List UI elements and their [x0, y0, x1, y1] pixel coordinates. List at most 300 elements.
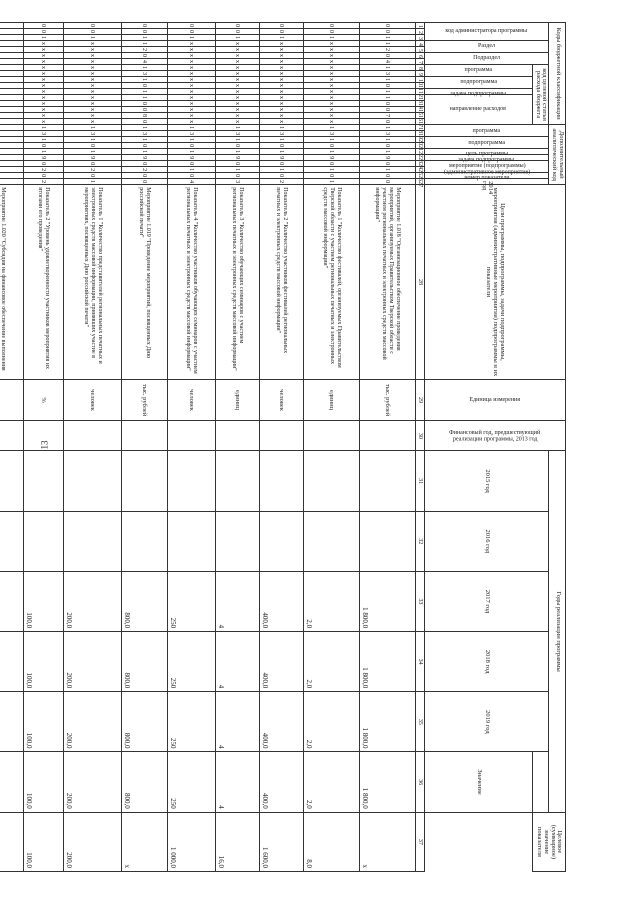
target-cell: 8,0	[303, 812, 359, 871]
column-number: 19	[415, 131, 424, 137]
code-cell: х	[259, 71, 303, 77]
year-2017-cell: 800,0	[121, 632, 167, 692]
code-cell: х	[23, 41, 63, 47]
code-cell: 0	[303, 173, 359, 179]
code-cell: 1	[359, 35, 415, 41]
code-cell: 1	[215, 137, 259, 143]
code-cell: 1	[215, 125, 259, 131]
code-cell: х	[259, 41, 303, 47]
code-cell: 8	[121, 113, 167, 119]
year-2016-cell: 100,0	[23, 571, 63, 631]
code-cell: 0	[359, 143, 415, 149]
add-code-group-header: Дополнительный аналитический код	[549, 125, 566, 185]
year-2016-cell: 400,0	[259, 571, 303, 631]
code-cell: 1	[359, 89, 415, 95]
year-2016-header: 2016 год	[424, 511, 549, 571]
year-2014-cell	[0, 451, 23, 511]
code-cell: 2	[121, 47, 167, 53]
years-group-header: Годы реализации программы	[549, 451, 566, 812]
year-2014-cell	[23, 451, 63, 511]
table-row	[359, 23, 415, 872]
code-cell: х	[259, 101, 303, 107]
column-number: 9	[415, 71, 424, 77]
column-number: 36	[415, 752, 424, 812]
code-cell: 0	[121, 23, 167, 29]
code-cell: х	[303, 47, 359, 53]
year-2014-cell	[303, 451, 359, 511]
code-cell: 0	[23, 29, 63, 35]
code-cell: 2	[63, 167, 121, 173]
code-cell: х	[23, 53, 63, 59]
code-cell: х	[215, 65, 259, 71]
code-cell: 0	[215, 143, 259, 149]
unit-cell: единиц	[215, 379, 259, 421]
code-cell: х	[167, 119, 215, 125]
column-number: 21	[415, 143, 424, 149]
code-cell: 1	[121, 77, 167, 83]
column-number: 13	[415, 95, 424, 101]
year-2019-cell: 250	[167, 752, 215, 812]
code-cell: 0	[359, 161, 415, 167]
code-cell: х	[167, 41, 215, 47]
column-number: 12	[415, 89, 424, 95]
table-row	[121, 23, 167, 872]
target-cell: 200,0	[63, 812, 121, 871]
year-2017-cell: 1 800,0	[359, 632, 415, 692]
code-cell: 2	[359, 47, 415, 53]
year-2017-cell: 4	[215, 632, 259, 692]
code-cell: 3	[63, 131, 121, 137]
column-number: 23	[415, 155, 424, 161]
year-2015-header: 2015 год	[424, 451, 549, 511]
code-cell: 1	[259, 35, 303, 41]
code-cell: х	[63, 65, 121, 71]
unit-cell: человек	[259, 379, 303, 421]
year-2017-cell: 100,0	[23, 632, 63, 692]
fin-year-cell	[303, 421, 359, 451]
code-cell: х	[167, 83, 215, 89]
table-row	[303, 23, 359, 872]
code-cell: 4	[121, 59, 167, 65]
rotated-page	[0, 22, 566, 872]
column-number: 8	[415, 65, 424, 71]
code-cell: 0	[63, 161, 121, 167]
year-2018-cell: 2,0	[303, 692, 359, 752]
column-number: 15	[415, 107, 424, 113]
column-number: 34	[415, 632, 424, 692]
column-number: 28	[415, 185, 424, 380]
code-cell: 1	[121, 125, 167, 131]
code-cell: 2	[23, 179, 63, 185]
code-cell: х	[215, 95, 259, 101]
column-number: 10	[415, 77, 424, 83]
fin-year-cell	[215, 421, 259, 451]
code-cell: 0	[359, 179, 415, 185]
code-cell: 3	[121, 131, 167, 137]
code-cell: 0	[121, 101, 167, 107]
code-cell: 4	[167, 179, 215, 185]
name-cell: Показатель 1 "Количество представителей региональных печатных и электронных средств массовой информации, принявших участие в мероприятиях, посвященных Дню российской печати"	[63, 185, 121, 380]
code-cell: х	[215, 71, 259, 77]
code-cell: х	[167, 89, 215, 95]
code-cell: 0	[359, 29, 415, 35]
column-number: 14	[415, 101, 424, 107]
fin-year-cell	[23, 421, 63, 451]
code-cell: х	[259, 83, 303, 89]
code-cell: 0	[121, 173, 167, 179]
year-2018-cell: 250	[167, 692, 215, 752]
code-cell: 0	[23, 173, 63, 179]
column-number: 22	[415, 149, 424, 155]
code-cell: 0	[359, 83, 415, 89]
code-cell: 1	[63, 179, 121, 185]
code-cell: х	[215, 77, 259, 83]
fin-year-cell	[167, 421, 215, 451]
year-2014-cell	[259, 451, 303, 511]
year-2016-cell: 200,0	[63, 571, 121, 631]
target-value-header: Значение	[424, 752, 532, 812]
code-cell: 1	[121, 89, 167, 95]
razdel-header: Раздел	[424, 41, 549, 53]
code-cell: 1	[303, 137, 359, 143]
code-cell: 0	[359, 173, 415, 179]
code-cell: х	[303, 113, 359, 119]
year-2016-cell: 250	[167, 571, 215, 631]
code-cell: 1	[23, 137, 63, 143]
code-cell: х	[303, 107, 359, 113]
code-cell: х	[259, 47, 303, 53]
year-2014-cell	[121, 451, 167, 511]
target-cell: 1 000,0	[167, 812, 215, 871]
code-cell: 1	[167, 149, 215, 155]
column-number: 33	[415, 571, 424, 631]
unit-cell: человек	[167, 379, 215, 421]
cel-programmy-header: задача подпрограммы	[424, 89, 532, 95]
code-cell: х	[303, 71, 359, 77]
code-cell: 0	[23, 23, 63, 29]
name-cell: Мероприятие 1.020 "Субсидия на финансовое обеспечение выполнения	[0, 185, 23, 380]
code-cell: х	[167, 59, 215, 65]
code-cell: 3	[215, 131, 259, 137]
code-cell: х	[303, 119, 359, 125]
code-cell: х	[63, 83, 121, 89]
code-cell: 1	[23, 149, 63, 155]
year-2015-cell	[121, 511, 167, 571]
add-programma-header: программа	[424, 125, 549, 137]
year-2015-cell	[303, 511, 359, 571]
code-cell: 1	[303, 167, 359, 173]
code-cell: 2	[259, 179, 303, 185]
code-cell: 1	[359, 41, 415, 47]
code-cell: 0	[167, 161, 215, 167]
year-2018-cell: 1 800,0	[359, 692, 415, 752]
add-meropr-header: мероприятие (подпрограммы) (административное мероприятие)	[424, 161, 549, 173]
column-number: 25	[415, 167, 424, 173]
fin-year-cell	[359, 421, 415, 451]
add-podprogramma-header: подпрограмма	[424, 137, 549, 149]
fin-year-cell	[63, 421, 121, 451]
code-cell: х	[303, 89, 359, 95]
column-number: 6	[415, 53, 424, 59]
target-cell: 16,0	[215, 812, 259, 871]
fin-year-cell	[259, 421, 303, 451]
year-2016-cell: 800,0	[121, 571, 167, 631]
code-cell: 0	[259, 23, 303, 29]
code-cell: 1	[23, 35, 63, 41]
program-table	[0, 22, 566, 872]
code-cell: х	[63, 101, 121, 107]
code-cell: 1	[121, 65, 167, 71]
code-cell: 3	[303, 131, 359, 137]
year-2017-cell: 400,0	[259, 632, 303, 692]
year-2015-cell	[259, 511, 303, 571]
kbk-group-header: Коды бюджетной классификации	[549, 23, 566, 125]
code-cell: 0	[359, 53, 415, 59]
column-numbers-row	[415, 23, 424, 872]
code-cell: х	[23, 119, 63, 125]
year-2016-cell: 1 800,0	[359, 571, 415, 631]
code-cell: 1	[167, 167, 215, 173]
code-cell: 0	[215, 23, 259, 29]
code-cell: 1	[215, 167, 259, 173]
code-cell: х	[63, 107, 121, 113]
code-cell: 0	[303, 29, 359, 35]
code-cell: 2	[121, 167, 167, 173]
unit-cell: тыс. рублей	[121, 379, 167, 421]
column-number: 31	[415, 451, 424, 511]
year-2017-cell: 250	[167, 632, 215, 692]
code-cell: х	[167, 47, 215, 53]
year-2019-cell	[0, 752, 23, 812]
code-cell: х	[215, 101, 259, 107]
code-cell: 0	[167, 23, 215, 29]
year-2018-cell: 200,0	[63, 692, 121, 752]
code-cell: х	[23, 89, 63, 95]
year-2015-cell	[23, 511, 63, 571]
code-cell: 1	[121, 95, 167, 101]
code-cell: 0	[215, 161, 259, 167]
code-cell: 0	[359, 101, 415, 107]
year-2015-cell	[0, 511, 23, 571]
year-2016-cell: 2,0	[303, 571, 359, 631]
year-2016-cell	[0, 571, 23, 631]
code-cell: 1	[259, 167, 303, 173]
code-cell: х	[63, 41, 121, 47]
target-cell: 1 600,0	[259, 812, 303, 871]
code-cell: х	[63, 119, 121, 125]
code-cell: х	[259, 59, 303, 65]
fin-year-cell	[121, 421, 167, 451]
code-cell: х	[23, 95, 63, 101]
code-cell: 0	[23, 143, 63, 149]
code-cell: 0	[259, 161, 303, 167]
year-2014-cell	[359, 451, 415, 511]
unit-cell: человек	[63, 379, 121, 421]
code-cell: 9	[215, 155, 259, 161]
code-cell: х	[303, 65, 359, 71]
code-cell: х	[23, 71, 63, 77]
code-cell: 1	[121, 149, 167, 155]
code-cell: х	[215, 119, 259, 125]
year-2019-cell: 1 800,0	[359, 752, 415, 812]
unit-cell: единиц	[303, 379, 359, 421]
year-2017-header: 2017 год	[424, 571, 549, 631]
code-cell: х	[259, 53, 303, 59]
year-2014-cell	[215, 451, 259, 511]
napr-rashodov-header: направление расходов	[424, 95, 532, 125]
column-number: 16	[415, 113, 424, 119]
code-cell: х	[23, 77, 63, 83]
table-row	[167, 23, 215, 872]
year-2015-cell	[215, 511, 259, 571]
code-cell: х	[303, 53, 359, 59]
csr-group-header: код целевой статьи расхода бюджета	[532, 65, 549, 125]
code-cell: х	[63, 53, 121, 59]
table-row	[0, 23, 23, 872]
code-cell: 0	[121, 53, 167, 59]
code-cell: х	[259, 89, 303, 95]
code-cell: х	[303, 59, 359, 65]
code-cell: 1	[359, 77, 415, 83]
podprogramma-header: подпрограмма	[424, 77, 532, 89]
code-cell: 0	[259, 143, 303, 149]
code-cell: х	[167, 101, 215, 107]
code-cell: 1	[303, 35, 359, 41]
code-cell: х	[63, 89, 121, 95]
code-cell: 1	[121, 41, 167, 47]
year-2014-header: 2014 год	[424, 179, 549, 185]
code-cell: х	[167, 107, 215, 113]
code-cell: х	[167, 65, 215, 71]
code-cell: 9	[167, 155, 215, 161]
column-number: 27	[415, 179, 424, 185]
code-cell: 0	[259, 173, 303, 179]
code-cell: 1	[259, 149, 303, 155]
code-cell: 9	[303, 155, 359, 161]
name-cell: Показатель 4 "Количество участников обучающих семинаров с участием региональных печатных и электронных средств массовой информации"	[167, 185, 215, 380]
fin-year-header: Финансовый год, предшествующий реализации программы, 2013 год	[424, 421, 565, 451]
code-cell: 0	[121, 29, 167, 35]
year-2019-cell: 100,0	[23, 752, 63, 812]
year-2018-header: 2018 год	[424, 632, 549, 692]
code-cell: 4	[359, 59, 415, 65]
code-cell: х	[259, 113, 303, 119]
code-cell: х	[63, 95, 121, 101]
code-cell: 1	[359, 167, 415, 173]
column-number: 20	[415, 137, 424, 143]
code-cell: х	[303, 77, 359, 83]
name-cell: Мероприятие 1.019 "Проведение мероприятий, посвященных Дню российской печати"	[121, 185, 167, 380]
podrazdel-header: Подраздел	[424, 53, 549, 65]
unit-cell	[0, 379, 23, 421]
year-2018-cell: 400,0	[259, 692, 303, 752]
column-number: 4	[415, 41, 424, 47]
code-cell: 1	[215, 149, 259, 155]
code-cell: 1	[259, 137, 303, 143]
year-2017-cell: 200,0	[63, 632, 121, 692]
code-cell: х	[259, 107, 303, 113]
code-cell: 1	[303, 125, 359, 131]
code-cell: 0	[359, 23, 415, 29]
code-cell: х	[23, 101, 63, 107]
code-cell: х	[215, 89, 259, 95]
year-2017-cell: 2,0	[303, 632, 359, 692]
programma-header: программа	[424, 65, 532, 77]
name-cell: Показатель 3 "Количество обучающих семинаров с участием региональных печатных и электронных средств массовой информации"	[215, 185, 259, 380]
code-cell: 1	[63, 149, 121, 155]
code-cell: 1	[167, 35, 215, 41]
code-cell: 3	[23, 131, 63, 137]
add-zadacha-header: задача подпрограммы	[424, 155, 549, 161]
column-number: 18	[415, 125, 424, 131]
year-2015-cell	[63, 511, 121, 571]
target-cell: х	[121, 812, 167, 871]
code-cell: 9	[121, 155, 167, 161]
year-2015-cell	[359, 511, 415, 571]
code-cell: х	[167, 71, 215, 77]
code-cell: 1	[303, 149, 359, 155]
code-cell: 1	[303, 179, 359, 185]
name-cell: Показатель 1 "Количество фестивалей, организуемых Правительством Тверской области с участием региональных печатных и электронных средств массовой информации"	[303, 185, 359, 380]
code-cell: 2	[23, 167, 63, 173]
code-cell: 0	[121, 161, 167, 167]
code-cell: х	[167, 53, 215, 59]
column-number: 7	[415, 59, 424, 65]
year-2018-cell: 4	[215, 692, 259, 752]
code-cell: 0	[303, 143, 359, 149]
code-cell: 1	[259, 125, 303, 131]
code-cell: х	[303, 95, 359, 101]
add-nomer-header: номер показателя	[424, 173, 549, 179]
code-cell: 1	[63, 35, 121, 41]
code-cell: 0	[167, 173, 215, 179]
code-cell: х	[215, 53, 259, 59]
code-cell: 1	[359, 125, 415, 131]
code-cell: 3	[259, 131, 303, 137]
code-cell: 1	[167, 125, 215, 131]
year-2019-header: 2019 год	[424, 692, 549, 752]
code-cell: х	[23, 59, 63, 65]
code-cell: 1	[23, 125, 63, 131]
code-cell: х	[259, 95, 303, 101]
code-cell: 0	[359, 119, 415, 125]
year-2019-cell: 2,0	[303, 752, 359, 812]
code-cell: х	[259, 77, 303, 83]
code-cell: 0	[23, 161, 63, 167]
code-cell: х	[63, 47, 121, 53]
code-cell: 1	[359, 65, 415, 71]
name-cell: Показатель 2 "Уровень удовлетворенности участников мероприятия их итогами его проведения"	[23, 185, 63, 380]
code-cell: х	[63, 59, 121, 65]
unit-cell: тыс. рублей	[359, 379, 415, 421]
code-cell: х	[215, 41, 259, 47]
code-cell: 9	[259, 155, 303, 161]
code-cell: 3	[121, 71, 167, 77]
code-cell: х	[259, 119, 303, 125]
year-2019-cell: 400,0	[259, 752, 303, 812]
year-2019-cell: 4	[215, 752, 259, 812]
code-cell: х	[215, 59, 259, 65]
column-number: 35	[415, 692, 424, 752]
code-cell: 1	[63, 125, 121, 131]
code-cell: х	[63, 77, 121, 83]
code-cell: х	[215, 47, 259, 53]
admin-code-header: код администратора программы	[424, 23, 549, 41]
code-cell: 0	[63, 173, 121, 179]
table-row	[23, 23, 63, 872]
year-2019-cell: 200,0	[63, 752, 121, 812]
column-number: 17	[415, 119, 424, 125]
